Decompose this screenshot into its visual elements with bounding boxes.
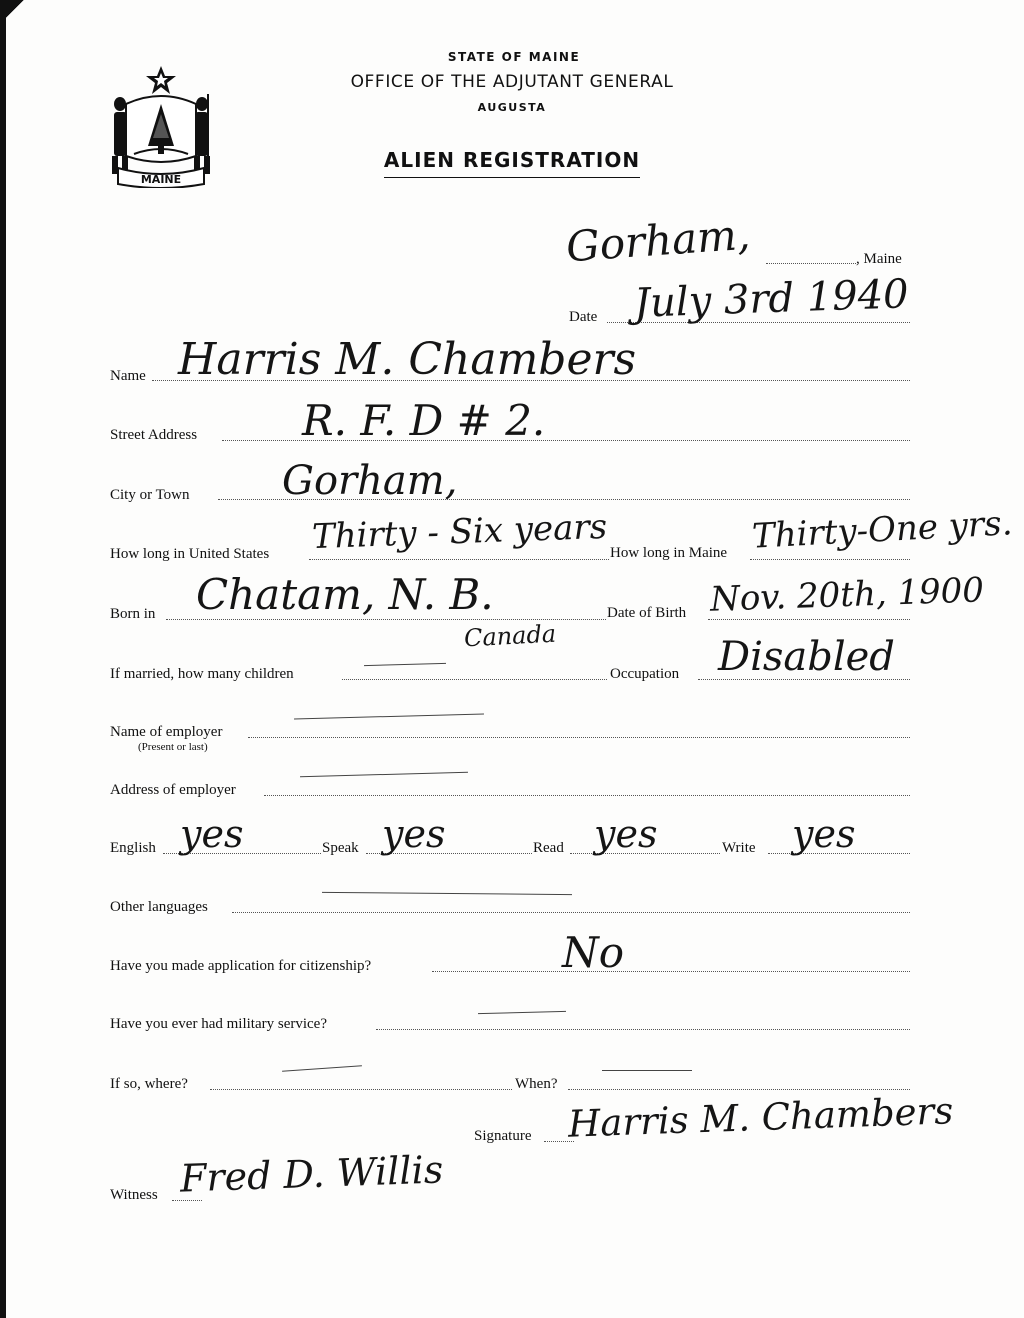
where-line [210, 1089, 512, 1090]
how-long-maine-label: How long in Maine [610, 545, 728, 561]
name-label: Name [110, 368, 146, 384]
citizenship-value: No [562, 928, 625, 977]
married-children-dash [364, 663, 446, 666]
citizenship-line [432, 971, 910, 972]
employer-address-dash [300, 772, 468, 777]
scan-corner [0, 0, 30, 18]
read-value: yes [594, 812, 658, 856]
born-in-label: Born in [110, 606, 156, 622]
occupation-label: Occupation [610, 666, 680, 682]
english-label: English [110, 840, 156, 856]
other-languages-line [232, 912, 910, 913]
english-value: yes [180, 812, 244, 856]
write-label: Write [722, 840, 756, 856]
employer-label: Name of employer [110, 724, 223, 740]
married-children-line [342, 679, 607, 680]
maine-label: , Maine [856, 251, 902, 267]
header-office: OFFICE OF THE ADJUTANT GENERAL [350, 72, 674, 92]
where-label: If so, where? [110, 1076, 188, 1092]
employer-line [248, 737, 910, 738]
date-of-birth-label: Date of Birth [607, 605, 687, 621]
date-label: Date [569, 309, 598, 325]
write-value: yes [792, 812, 856, 856]
employer-address-line [264, 795, 910, 796]
how-long-us-label: How long in United States [110, 546, 270, 562]
date-of-birth-line [708, 619, 910, 620]
form-title: ALIEN REGISTRATION [384, 148, 640, 178]
date-value: July 3rd 1940 [633, 271, 910, 327]
citizenship-label: Have you made application for citizenship? [110, 958, 372, 974]
military-label: Have you ever had military service? [110, 1016, 327, 1032]
read-label: Read [533, 840, 564, 856]
signature-value: Harris M. Chambers [567, 1089, 954, 1146]
street-address-label: Street Address [110, 427, 198, 443]
how-long-us-line [309, 559, 609, 560]
employer-sublabel: (Present or last) [138, 741, 208, 753]
speak-label: Speak [322, 840, 359, 856]
scan-edge [0, 0, 6, 1318]
date-of-birth-value: Nov. 20th, 1900 [709, 570, 985, 620]
how-long-us-value: Thirty - Six years [311, 506, 608, 558]
when-dash [602, 1070, 692, 1071]
city-label: City or Town [110, 487, 190, 503]
speak-value: yes [382, 812, 446, 856]
maine-seal-icon [108, 64, 214, 188]
seal-text: MAINE [140, 173, 182, 186]
header-city: AUGUSTA [477, 101, 547, 114]
occupation-value: Disabled [718, 634, 895, 680]
signature-label: Signature [474, 1128, 532, 1144]
name-value: Harris M. Chambers [178, 334, 637, 385]
when-line [568, 1089, 910, 1090]
where-dash [282, 1065, 362, 1072]
other-languages-dash [322, 892, 572, 895]
military-line [376, 1029, 910, 1030]
street-address-value: R. F. D # 2. [302, 396, 546, 445]
town-line [766, 263, 856, 264]
employer-address-label: Address of employer [110, 782, 236, 798]
town-value: Gorham, [564, 209, 752, 272]
born-in-country-value: Canada [463, 619, 557, 653]
when-label: When? [515, 1076, 558, 1092]
how-long-maine-line [750, 559, 910, 560]
witness-value: Fred D. Willis [179, 1147, 444, 1201]
born-in-value: Chatam, N. B. [196, 570, 494, 619]
military-dash [478, 1011, 566, 1014]
city-value: Gorham, [282, 458, 458, 504]
married-children-label: If married, how many children [110, 666, 294, 682]
how-long-maine-value: Thirty-One yrs. [751, 503, 1014, 557]
witness-label: Witness [110, 1187, 158, 1203]
header-state: STATE OF MAINE [447, 50, 581, 64]
other-languages-label: Other languages [110, 899, 208, 915]
employer-dash [294, 714, 484, 720]
